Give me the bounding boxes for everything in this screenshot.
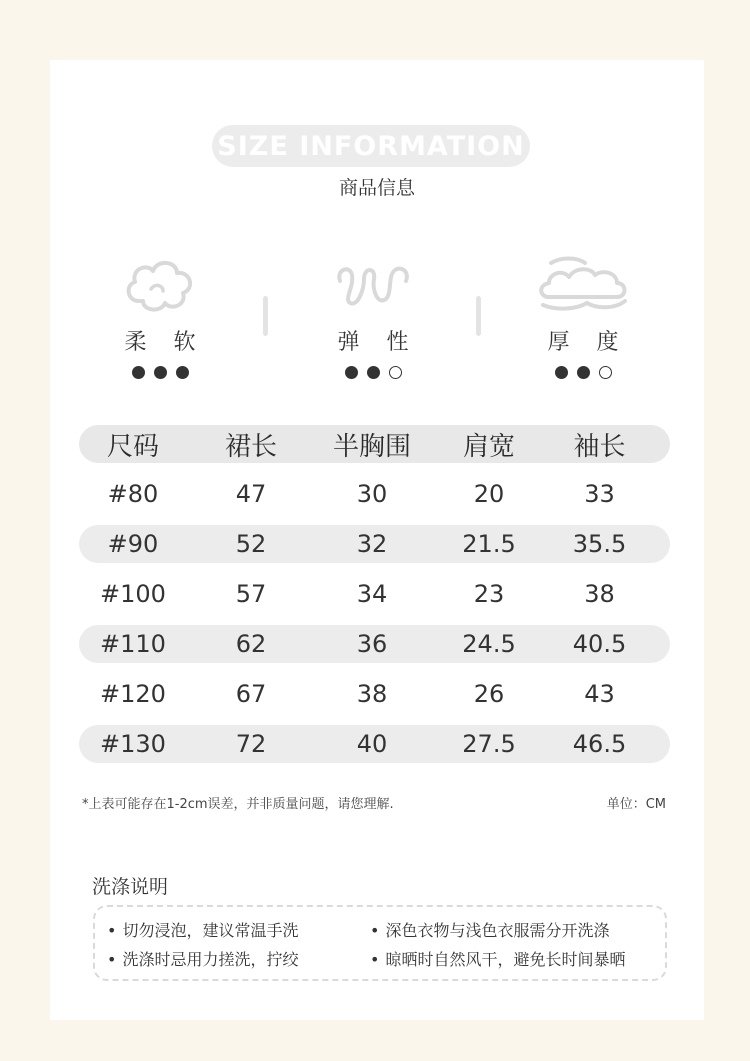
table-cell: 26: [473, 680, 505, 708]
table-cell: 43: [584, 680, 615, 708]
table-cell: 35.5: [572, 530, 627, 558]
attribute-label: 弹 性: [337, 330, 419, 355]
table-cell: 40: [356, 730, 388, 758]
table-cell: 30: [356, 480, 388, 508]
table-header-cell: 裙长: [224, 431, 277, 462]
table-cell: #80: [107, 480, 159, 508]
washing-item-text: 晾晒时自然风干，避免长时间暴晒: [385, 950, 626, 969]
table-cell: 24.5: [462, 630, 516, 658]
table-cell: #130: [100, 730, 166, 758]
size-info-card: [50, 60, 704, 1020]
layered-cloud-icon: [537, 255, 629, 317]
table-cell: 36: [356, 630, 388, 658]
table-cell: #100: [100, 580, 166, 608]
table-header-cell: 尺码: [106, 431, 159, 462]
rating-dot: [132, 366, 145, 379]
table-row: [79, 575, 670, 613]
thickness-rating: [518, 366, 648, 379]
rating-dot: [599, 366, 612, 379]
bullet-icon: •: [107, 950, 117, 969]
softness-rating: [95, 366, 225, 379]
washing-item: [370, 947, 625, 970]
table-cell: 20: [473, 480, 505, 508]
title-en: SIZE INFORMATION: [217, 130, 525, 162]
washing-item: [370, 918, 609, 941]
attribute-softness: [95, 255, 225, 379]
table-cell: 72: [235, 730, 267, 758]
table-row: [79, 475, 670, 513]
washing-item: [107, 947, 298, 970]
table-cell: 21.5: [462, 530, 516, 558]
attribute-elasticity: [308, 255, 438, 379]
attribute-thickness: [518, 255, 648, 379]
error-note: *上表可能存在1-2cm误差，并非质量问题，请您理解.: [82, 797, 394, 812]
rating-dot: [345, 366, 358, 379]
washing-item-text: 深色衣物与浅色衣服需分开洗涤: [385, 921, 610, 940]
attribute-label: 柔 软: [124, 330, 206, 355]
bullet-icon: •: [107, 921, 117, 940]
table-header-cell: 肩宽: [462, 431, 515, 462]
table-cell: 40.5: [572, 630, 627, 658]
table-header-cell: 袖长: [573, 431, 626, 462]
table-cell: #110: [100, 630, 166, 658]
rating-dot: [176, 366, 189, 379]
washing-instructions-box: [93, 905, 667, 981]
table-row: [79, 525, 670, 563]
table-cell: 47: [235, 480, 267, 508]
bullet-icon: •: [370, 921, 380, 940]
washing-item-text: 洗涤时忌用力搓洗，拧绞: [122, 950, 299, 969]
table-cell: 62: [235, 630, 267, 658]
washing-item: [107, 918, 298, 941]
rating-dot: [577, 366, 590, 379]
table-cell: 34: [356, 580, 388, 608]
table-header-cell: 半胸围: [332, 431, 411, 462]
divider: [476, 296, 481, 336]
table-cell: 46.5: [572, 730, 627, 758]
bullet-icon: •: [370, 950, 380, 969]
table-cell: #120: [100, 680, 166, 708]
table-cell: 27.5: [462, 730, 516, 758]
table-cell: 67: [235, 680, 267, 708]
table-header-row: [79, 425, 670, 463]
spring-icon: [334, 255, 412, 317]
table-cell: 38: [584, 580, 615, 608]
unit-label: 单位：CM: [606, 797, 666, 812]
rating-dot: [389, 366, 402, 379]
table-cell: 52: [235, 530, 267, 558]
table-cell: 33: [584, 480, 615, 508]
cloud-icon: [121, 255, 199, 317]
washing-item-text: 切勿浸泡，建议常温手洗: [122, 921, 299, 940]
table-cell: #90: [107, 530, 159, 558]
table-row: [79, 675, 670, 713]
washing-title: 洗涤说明: [92, 876, 169, 898]
table-cell: 23: [473, 580, 505, 608]
attribute-label: 厚 度: [547, 330, 629, 355]
table-row: [79, 725, 670, 763]
divider: [263, 296, 268, 336]
table-cell: 38: [356, 680, 388, 708]
elasticity-rating: [308, 366, 438, 379]
table-cell: 32: [356, 530, 388, 558]
title-pill: [212, 125, 530, 167]
table-cell: 57: [235, 580, 267, 608]
table-row: [79, 625, 670, 663]
rating-dot: [367, 366, 380, 379]
size-table: [79, 425, 670, 775]
title-cn: 商品信息: [338, 177, 415, 199]
rating-dot: [555, 366, 568, 379]
rating-dot: [154, 366, 167, 379]
